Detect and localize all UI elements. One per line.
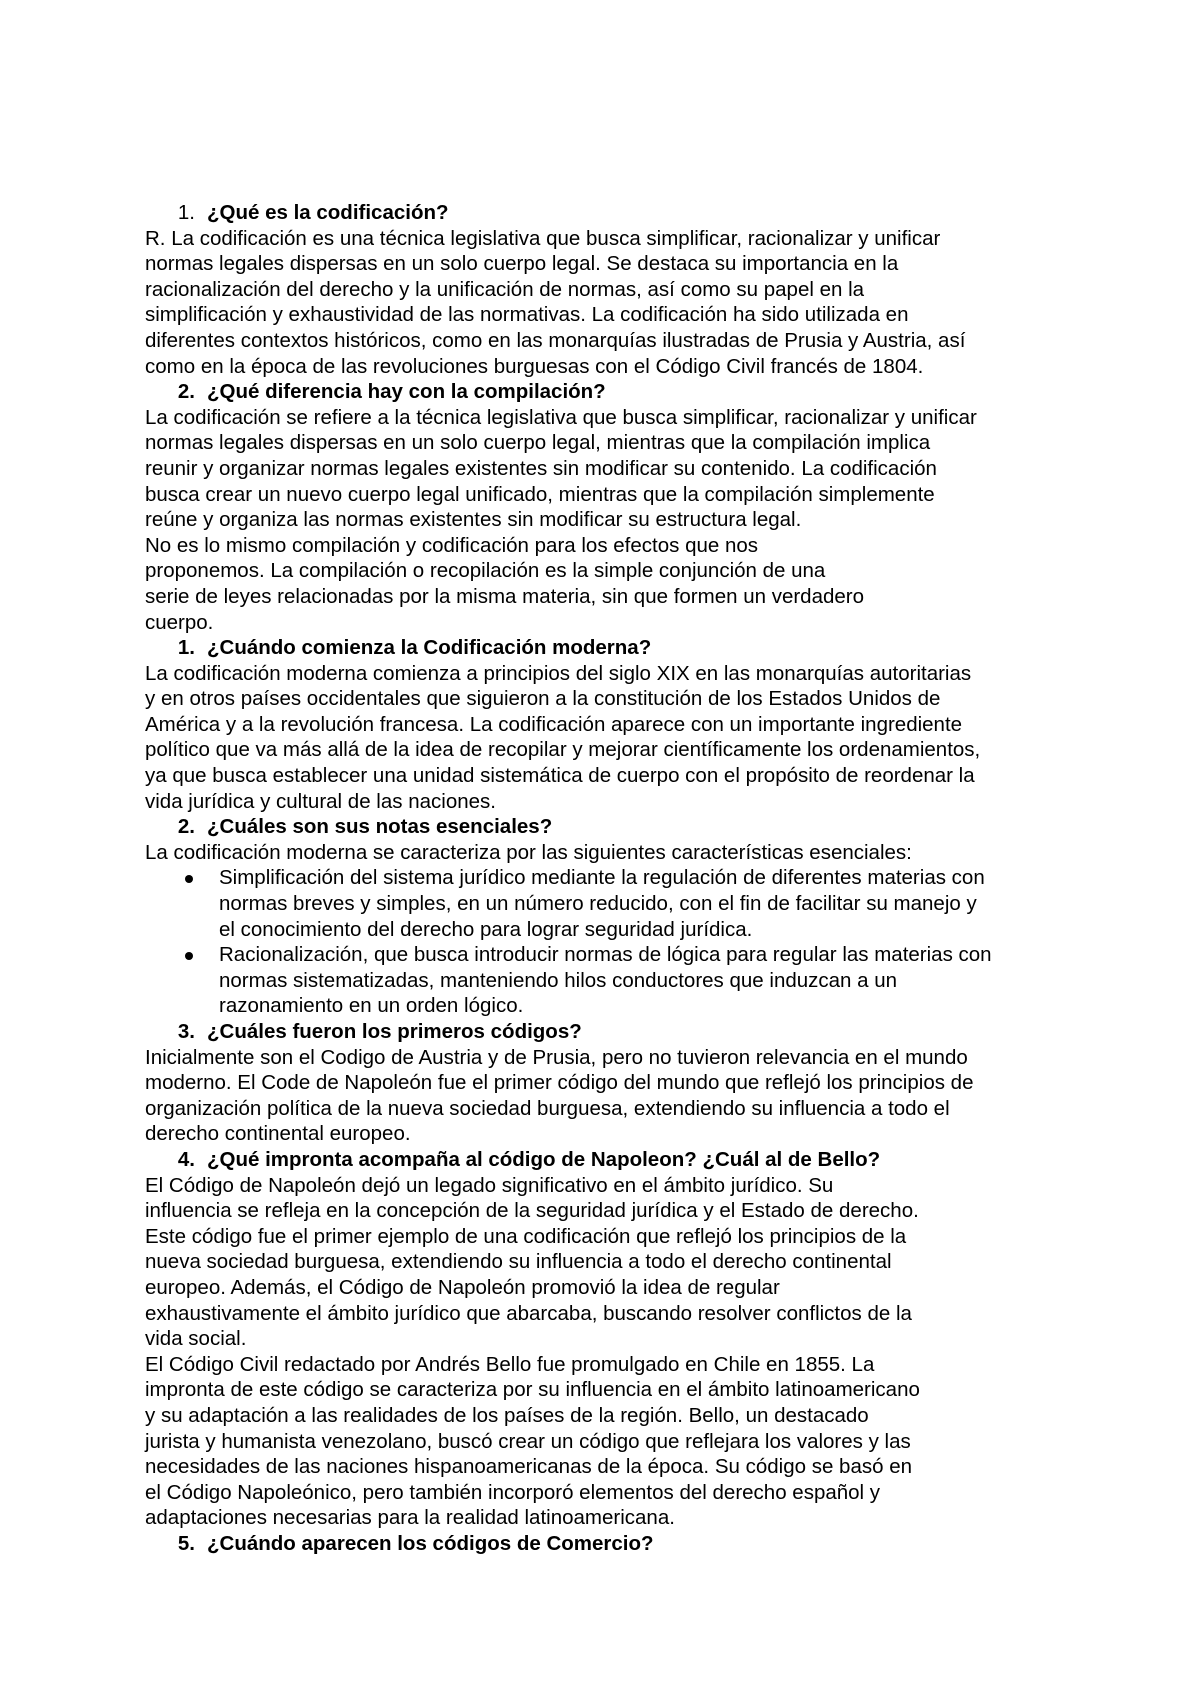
answer-line: normas legales dispersas en un solo cuerpo legal, mientras que la compilación implica — [145, 431, 931, 455]
answer-line: Inicialmente son el Codigo de Austria y de Prusia, pero no tuvieron relevancia en el mundo — [145, 1045, 968, 1069]
bullet-item — [145, 865, 1085, 942]
question-text: ¿Cuáles son sus notas esenciales? — [207, 815, 553, 839]
question-text: ¿Qué diferencia hay con la compilación? — [207, 380, 606, 404]
answer-line: y su adaptación a las realidades de los países de la región. Bello, un destacado — [145, 1403, 869, 1427]
answer-paragraph — [145, 226, 1085, 380]
bullet-line: razonamiento en un orden lógico. — [219, 994, 524, 1018]
answer-line: Este código fue el primer ejemplo de una codificación que reflejó los principios de la — [145, 1224, 907, 1248]
answer-line: reúne y organiza las normas existentes sin modificar su estructura legal. — [145, 508, 802, 532]
answer-paragraph — [145, 1173, 1085, 1531]
bullet-icon — [185, 952, 193, 960]
question-heading — [145, 814, 1085, 840]
answer-line: busca crear un nuevo cuerpo legal unificado, mientras que la compilación simplemente — [145, 482, 935, 506]
question-number: 1. — [177, 636, 195, 660]
answer-line: adaptaciones necesarias para la realidad latinoamericana. — [145, 1506, 675, 1530]
answer-line: diferentes contextos históricos, como en las monarquías ilustradas de Prusia y Austria, así — [145, 328, 966, 352]
answer-line: normas legales dispersas en un solo cuerpo legal. Se destaca su importancia en la — [145, 252, 899, 276]
bullet-list — [145, 865, 1085, 1019]
answer-line: nueva sociedad burguesa, extendiendo su influencia a todo el derecho continental — [145, 1250, 892, 1274]
question-number: 3. — [177, 1020, 195, 1043]
question-number: 4. — [177, 1147, 195, 1171]
question-number: 2. — [177, 815, 195, 839]
answer-paragraph — [145, 405, 1085, 635]
bullet-line: Racionalización, que busca introducir normas de lógica para regular las materias con — [219, 943, 992, 967]
answer-paragraph — [145, 1045, 1085, 1147]
bullet-line: normas sistematizadas, manteniendo hilos conductores que induzcan a un — [219, 968, 898, 992]
answer-line: vida social. — [145, 1327, 247, 1351]
question-text: ¿Cuáles fueron los primeros códigos? — [207, 1020, 582, 1043]
question-number: 2. — [177, 380, 195, 404]
answer-line: La codificación se refiere a la técnica legislativa que busca simplificar, racionalizar y unificar — [145, 405, 977, 429]
question-heading — [145, 379, 1085, 405]
answer-line: ya que busca establecer una unidad sistemática de cuerpo con el propósito de reordenar la — [145, 764, 975, 788]
bullet-line: el conocimiento del derecho para lograr seguridad jurídica. — [219, 917, 753, 941]
question-text: ¿Qué es la codificación? — [207, 201, 449, 224]
answer-line: derecho continental europeo. — [145, 1122, 411, 1146]
question-number: 5. — [177, 1531, 195, 1555]
answer-line: serie de leyes relacionadas por la misma materia, sin que formen un verdadero — [145, 584, 865, 608]
question-heading — [145, 635, 1085, 661]
answer-line: vida jurídica y cultural de las naciones. — [145, 789, 496, 813]
answer-line: La codificación moderna comienza a principios del siglo XIX en las monarquías autoritarias — [145, 661, 972, 685]
answer-line: cuerpo. — [145, 610, 214, 634]
answer-line: impronta de este código se caracteriza por su influencia en el ámbito latinoamericano — [145, 1378, 920, 1402]
answer-line: organización política de la nueva sociedad burguesa, extendiendo su influencia a todo el — [145, 1096, 950, 1120]
question-text: ¿Qué impronta acompaña al código de Napoleon? ¿Cuál al de Bello? — [207, 1147, 881, 1171]
answer-line: como en la época de las revoluciones burguesas con el Código Civil francés de 1804. — [145, 354, 924, 378]
answer-line: El Código de Napoleón dejó un legado significativo en el ámbito jurídico. Su — [145, 1173, 834, 1197]
question-heading — [145, 200, 1085, 226]
bullet-item — [145, 942, 1085, 1019]
answer-line: exhaustivamente el ámbito jurídico que abarcaba, buscando resolver conflictos de la — [145, 1301, 912, 1325]
question-heading — [145, 1019, 1085, 1045]
question-text: ¿Cuándo comienza la Codificación moderna? — [207, 636, 652, 660]
answer-line: influencia se refleja en la concepción de la seguridad jurídica y el Estado de derecho. — [145, 1199, 919, 1223]
answer-paragraph — [145, 661, 1085, 815]
question-heading — [145, 1531, 1085, 1557]
document-body — [145, 200, 1085, 1556]
answer-line: proponemos. La compilación o recopilación es la simple conjunción de una — [145, 559, 826, 583]
answer-line: racionalización del derecho y la unificación de normas, así como su papel en la — [145, 277, 865, 301]
answer-line: europeo. Además, el Código de Napoleón promovió la idea de regular — [145, 1275, 780, 1299]
answer-line: político que va más allá de la idea de recopilar y mejorar científicamente los ordenamientos, — [145, 738, 981, 762]
answer-line: simplificación y exhaustividad de las normativas. La codificación ha sido utilizada en — [145, 303, 909, 327]
answer-line: R. La codificación es una técnica legislativa que busca simplificar, racionalizar y unificar — [145, 226, 941, 250]
answer-line: jurista y humanista venezolano, buscó crear un código que reflejara los valores y las — [145, 1429, 911, 1453]
answer-line: No es lo mismo compilación y codificación para los efectos que nos — [145, 533, 759, 557]
answer-line: el Código Napoleónico, pero también incorporó elementos del derecho español y — [145, 1480, 881, 1504]
answer-line: El Código Civil redactado por Andrés Bello fue promulgado en Chile en 1855. La — [145, 1352, 875, 1376]
bullet-line: normas breves y simples, en un número reducido, con el fin de facilitar su manejo y — [219, 892, 977, 916]
answer-intro: La codificación moderna se caracteriza por las siguientes características esenciales: — [145, 840, 912, 864]
bullet-line: Simplificación del sistema jurídico mediante la regulación de diferentes materias con — [219, 866, 985, 890]
question-text: ¿Cuándo aparecen los códigos de Comercio? — [207, 1531, 654, 1555]
answer-line: América y a la revolución francesa. La codificación aparece con un importante ingrediente — [145, 712, 963, 736]
bullet-icon — [185, 875, 193, 883]
answer-line: moderno. El Code de Napoleón fue el primer código del mundo que reflejó los principios de — [145, 1071, 974, 1095]
answer-line: necesidades de las naciones hispanoamericanas de la época. Su código se basó en — [145, 1455, 912, 1479]
question-number: 1. — [177, 201, 195, 224]
answer-line: y en otros países occidentales que siguieron a la constitución de los Estados Unidos de — [145, 687, 941, 711]
question-heading — [145, 1147, 1085, 1173]
answer-line: reunir y organizar normas legales existentes sin modificar su contenido. La codificación — [145, 456, 937, 480]
